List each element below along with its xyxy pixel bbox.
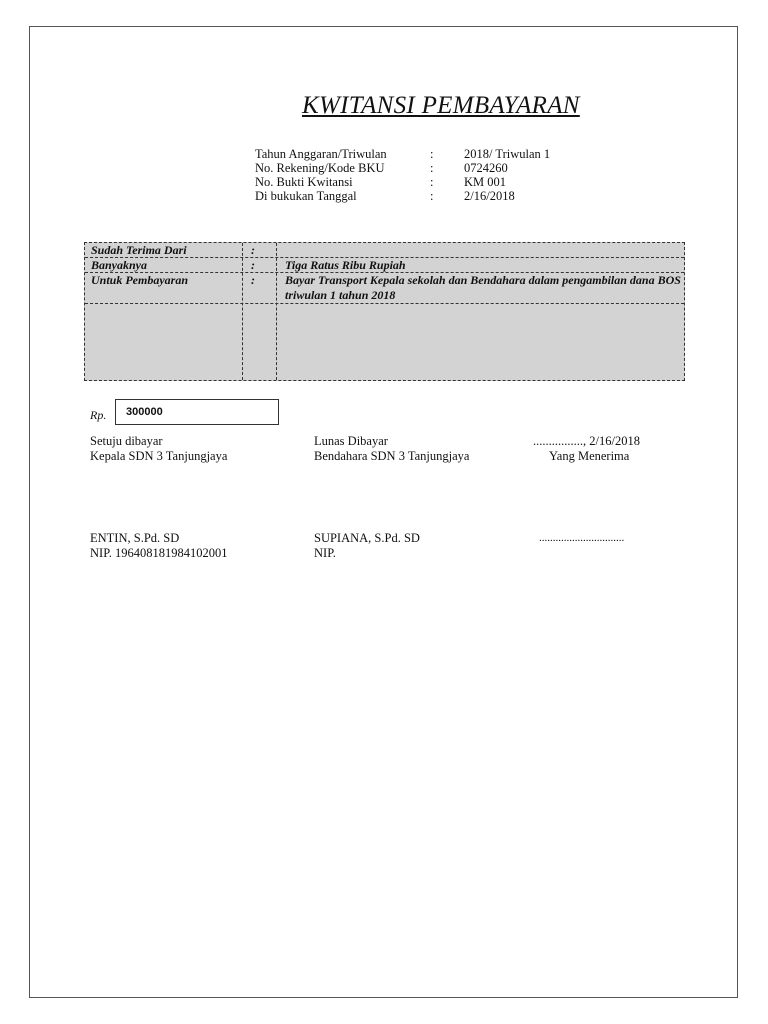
- treasurer-nip: NIP.: [314, 546, 336, 560]
- meta-value: 2018/ Triwulan 1: [464, 147, 551, 161]
- currency-label: Rp.: [90, 408, 107, 422]
- principal-name: ENTIN, S.Pd. SD: [90, 531, 180, 545]
- signature-block-recipient: [533, 434, 640, 464]
- colon: :: [251, 258, 255, 272]
- signature-block-treasurer: [314, 434, 469, 464]
- meta-label: Di bukukan Tanggal: [255, 189, 357, 203]
- meta-colon: :: [430, 147, 434, 161]
- row-divider: [85, 303, 684, 304]
- meta-label: Tahun Anggaran/Triwulan: [255, 147, 387, 161]
- column-divider: [276, 243, 277, 380]
- meta-value: 2/16/2018: [464, 189, 515, 203]
- principal-nip: NIP. 196408181984102001: [90, 546, 228, 560]
- meta-value: KM 001: [464, 175, 507, 189]
- purpose-label: Untuk Pembayaran: [91, 273, 189, 287]
- approval-caption: Setuju dibayar: [90, 434, 163, 448]
- meta-colon: :: [430, 175, 434, 189]
- paid-caption: Lunas Dibayar: [314, 434, 388, 448]
- treasurer-name: SUPIANA, S.Pd. SD: [314, 531, 420, 545]
- column-divider: [242, 243, 243, 380]
- received-from-label: Sudah Terima Dari: [91, 243, 187, 257]
- recipient-signature: [539, 531, 624, 546]
- date-line: ................, 2/16/2018: [533, 434, 640, 448]
- meta-colon: :: [430, 161, 434, 175]
- recipient-title: Yang Menerima: [549, 449, 630, 463]
- meta-label: No. Bukti Kwitansi: [255, 175, 353, 189]
- amount-words-value: Tiga Ratus Ribu Rupiah: [285, 258, 406, 272]
- recipient-name-line: ...............................: [539, 532, 625, 544]
- signature-block-principal: [90, 434, 227, 464]
- amount-words-label: Banyaknya: [91, 258, 148, 272]
- payment-details-table: [84, 242, 685, 381]
- purpose-value: Bayar Transport Kepala sekolah dan Bendahara dalam pengambilan dana BOS triwulan 1 tahun 2018: [285, 273, 681, 302]
- principal-title: Kepala SDN 3 Tanjungjaya: [90, 449, 228, 463]
- meta-label: No. Rekening/Kode BKU: [255, 161, 385, 175]
- amount-field: 300000: [115, 399, 279, 425]
- treasurer-title: Bendahara SDN 3 Tanjungjaya: [314, 449, 470, 463]
- colon: :: [251, 243, 255, 257]
- meta-colon: :: [430, 189, 434, 203]
- meta-value: 0724260: [464, 161, 508, 175]
- principal-signature: [90, 531, 228, 561]
- document-title: KWITANSI PEMBAYARAN: [302, 92, 580, 119]
- treasurer-signature: [314, 531, 420, 561]
- colon: :: [251, 273, 255, 287]
